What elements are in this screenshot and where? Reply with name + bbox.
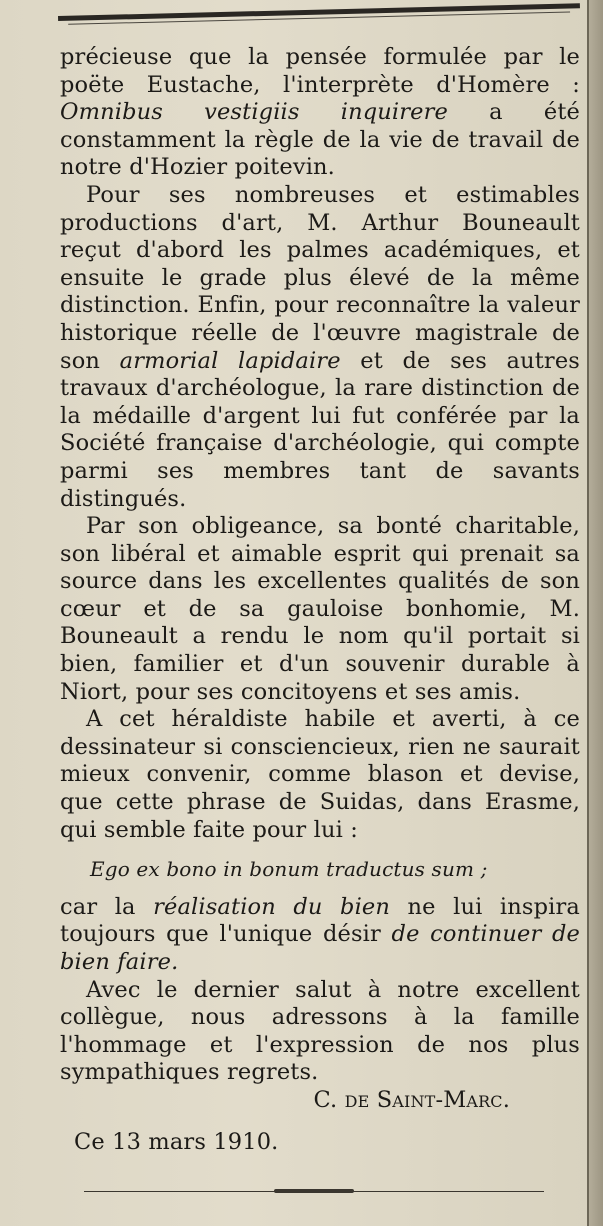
paragraph-4: A cet héraldiste habile et averti, à ce dessinateur si consciencieux, rien ne saurait mieux convenir, comme blason et devise, que cette phrase de Suidas, dans Erasme, qui semble faite pour lui : (60, 706, 580, 843)
latin-phrase: Omnibus vestigiis inquirere (60, 99, 449, 126)
paragraph-6: Avec le dernier salut à notre excellent collègue, nous adressons à la famille l'hommage et l'expression de nos plus sympathiques regrets. (60, 976, 580, 1086)
paragraph-1-text-b: a été constamment la règle de la vie de travail de notre d'Hozier poitevin. (60, 99, 580, 181)
paragraph-3: Par son obligeance, sa bonté charitable, son libéral et aimable esprit qui prenait sa source dans les excellentes qualités de son cœur et de sa gauloise bonhomie, M. Bouneault a rendu le nom qu'il portait si bien, familier et d'un souvenir durable à Niort, pour ses concitoyens et ses amis. (60, 513, 580, 705)
paragraph-2-text-b: et de ses autres travaux d'archéologue, la rare distinction de la médaille d'argent lui fut conférée par la Société française d'archéologie, qui compte parmi ses membres tant de savants distingués. (60, 347, 580, 512)
armorial-title: armorial lapidaire (119, 347, 341, 374)
signature: C. de Saint-Marc. (313, 1086, 510, 1113)
latin-quote: Ego ex bono in bonum traductus sum ; (90, 857, 488, 882)
bottom-rule-ornament (274, 1189, 354, 1193)
bottom-rule (84, 1191, 544, 1192)
article-column (60, 44, 580, 1156)
continuer-phrase: de continuer de bien faire. (60, 921, 580, 975)
paragraph-2 (60, 182, 580, 513)
top-rule (58, 3, 580, 21)
realisation-phrase: réalisation du bien (153, 893, 391, 920)
paragraph-5-text-b: ne lui inspira toujours que l'unique désir (60, 893, 580, 948)
paragraph-1-text-a: précieuse que la pensée formulée par le poëte Eustache, l'interprète d'Homère : (60, 44, 580, 98)
paragraph-2-text-a: Pour ses nombreuses et estimables productions d'art, M. Arthur Bouneault reçut d'abord les palmes académiques, et ensuite le grade plus élevé de la même distinction. Enfin, pour reconnaître la valeur historique réelle de l'œuvre magistrale de son (60, 181, 580, 374)
paragraph-1 (60, 44, 580, 182)
paragraph-5-text-a: car la (60, 893, 154, 920)
date-line: Ce 13 mars 1910. (74, 1128, 279, 1155)
page-edge (587, 0, 603, 1226)
paragraph-5 (60, 894, 580, 977)
